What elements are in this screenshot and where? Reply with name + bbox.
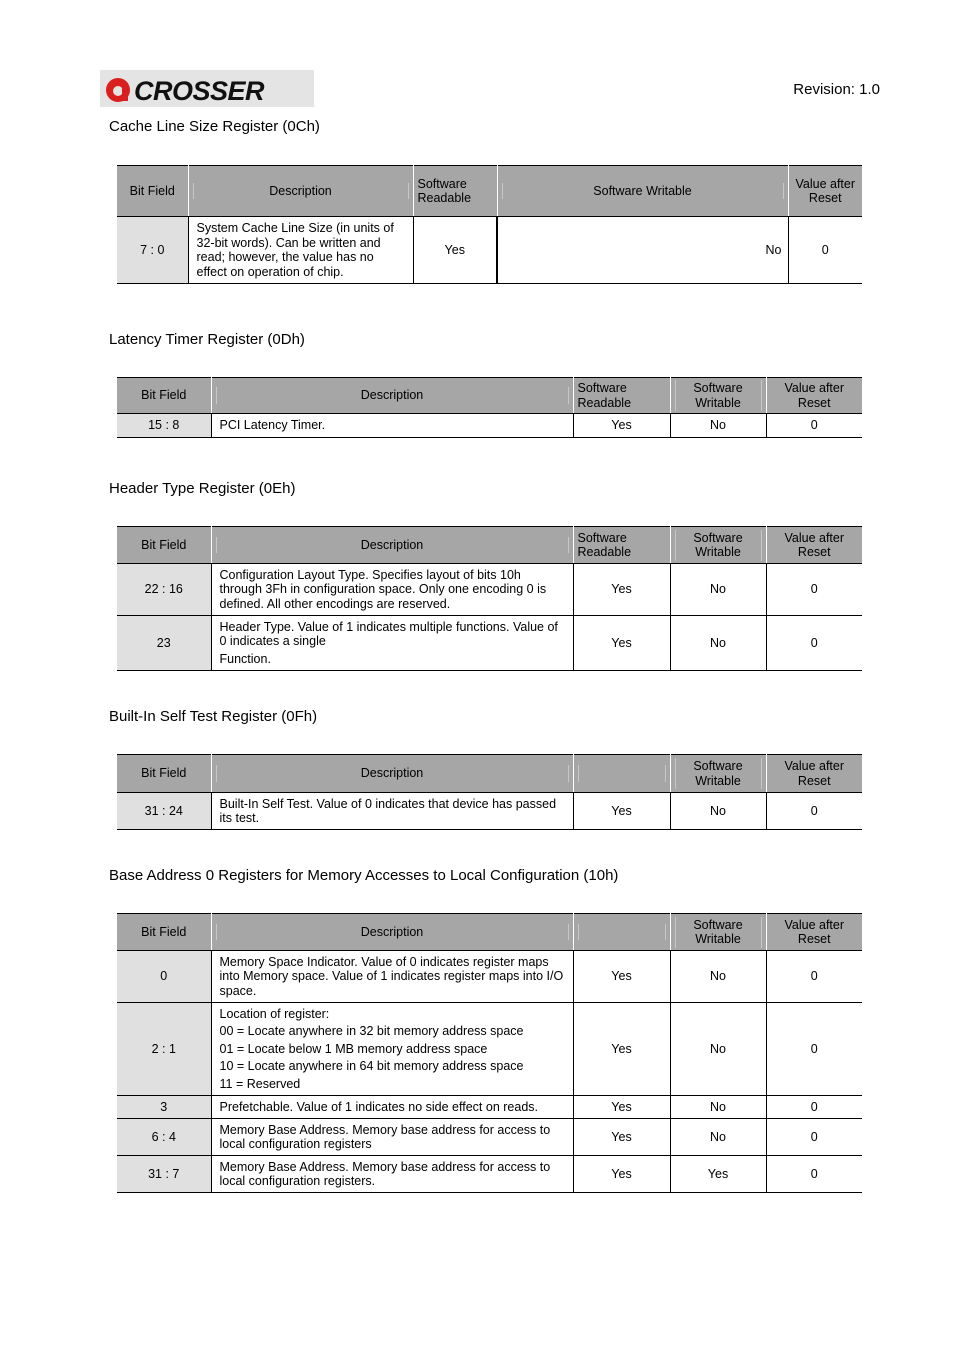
readable-cell: Yes bbox=[573, 564, 670, 616]
description-cell bbox=[211, 1003, 573, 1096]
readable-cell: Yes bbox=[573, 1003, 670, 1096]
header-software-writable: Software Writable bbox=[670, 378, 766, 414]
description-cell: Memory Base Address. Memory base address for access to local configuration registers. bbox=[211, 1156, 573, 1193]
reset-value-cell: 0 bbox=[766, 414, 862, 438]
latency-timer-table bbox=[117, 377, 862, 438]
header-software-writable: Software Writable bbox=[670, 755, 766, 793]
description-cell: Memory Space Indicator. Value of 0 indicates register maps into Memory space. Value of 1 indicates register maps into I/O space. bbox=[211, 951, 573, 1003]
reset-value-cell: 0 bbox=[766, 1156, 862, 1193]
header-description: Description bbox=[188, 166, 413, 217]
header-description: Description bbox=[211, 378, 573, 414]
table-header-row bbox=[117, 378, 862, 414]
writable-cell: No bbox=[670, 564, 766, 616]
description-cell: Built-In Self Test. Value of 0 indicates that device has passed its test. bbox=[211, 793, 573, 830]
description-line: 10 = Locate anywhere in 64 bit memory address space bbox=[219, 1059, 524, 1074]
header-bit-field: Bit Field bbox=[117, 378, 211, 414]
bit-field-cell: 31 : 24 bbox=[117, 793, 211, 830]
header-bit-field: Bit Field bbox=[117, 755, 211, 793]
header-value-after-reset: Value after Reset bbox=[766, 755, 862, 793]
writable-cell: No bbox=[670, 414, 766, 438]
header-value-after-reset: Value after Reset bbox=[766, 378, 862, 414]
readable-cell: Yes bbox=[573, 414, 670, 438]
table-row bbox=[117, 951, 862, 1003]
header-software-readable bbox=[573, 755, 670, 793]
readable-cell: Yes bbox=[573, 1096, 670, 1119]
header-description: Description bbox=[211, 914, 573, 951]
bit-field-cell: 0 bbox=[117, 951, 211, 1003]
description-line: Function. bbox=[219, 651, 271, 666]
section-title-header-type: Header Type Register (0Eh) bbox=[109, 480, 296, 497]
header-value-after-reset: Value after Reset bbox=[766, 527, 862, 564]
section-title-latency-timer: Latency Timer Register (0Dh) bbox=[109, 331, 305, 348]
reset-value-cell: 0 bbox=[788, 217, 862, 284]
writable-cell: No bbox=[670, 1003, 766, 1096]
table-header-row bbox=[117, 755, 862, 793]
description-cell: Configuration Layout Type. Specifies layout of bits 10h through 3Fh in configuration space. Only one encoding 0 is defined. All other encodings are reserved. bbox=[211, 564, 573, 616]
table-row bbox=[117, 616, 862, 671]
readable-cell: Yes bbox=[573, 793, 670, 830]
section-title-bist: Built-In Self Test Register (0Fh) bbox=[109, 708, 318, 725]
writable-cell: No bbox=[670, 1119, 766, 1156]
cache-line-size-table bbox=[117, 165, 862, 284]
description-line: Location of register: bbox=[219, 1006, 330, 1021]
header-type-table bbox=[117, 526, 862, 671]
readable-cell: Yes bbox=[573, 616, 670, 671]
section-title-base-address-0: Base Address 0 Registers for Memory Accesses to Local Configuration (10h) bbox=[109, 867, 619, 884]
section-title-cache-line-size: Cache Line Size Register (0Ch) bbox=[109, 118, 320, 135]
description-line: 00 = Locate anywhere in 32 bit memory address space bbox=[219, 1024, 524, 1039]
table-row bbox=[117, 793, 862, 830]
reset-value-cell: 0 bbox=[766, 1119, 862, 1156]
reset-value-cell: 0 bbox=[766, 564, 862, 616]
bit-field-cell: 6 : 4 bbox=[117, 1119, 211, 1156]
header-description: Description bbox=[211, 527, 573, 564]
readable-cell: Yes bbox=[573, 951, 670, 1003]
acrosser-logo bbox=[100, 70, 314, 107]
header-bit-field: Bit Field bbox=[117, 527, 211, 564]
table-row bbox=[117, 1003, 862, 1096]
revision-label: Revision: 1.0 bbox=[793, 81, 880, 98]
description-cell: PCI Latency Timer. bbox=[211, 414, 573, 438]
header-value-after-reset: Value after Reset bbox=[766, 914, 862, 951]
description-cell: Memory Base Address. Memory base address for access to local configuration registers bbox=[211, 1119, 573, 1156]
table-row bbox=[117, 217, 862, 284]
readable-cell: Yes bbox=[573, 1156, 670, 1193]
description-line: Header Type. Value of 1 indicates multiple functions. Value of 0 indicates a single bbox=[219, 619, 558, 649]
header-software-writable: Software Writable bbox=[670, 527, 766, 564]
description-cell bbox=[211, 616, 573, 671]
bit-field-cell: 3 bbox=[117, 1096, 211, 1119]
description-cell: System Cache Line Size (in units of 32-bit words). Can be written and read; however, the value has no effect on operation of chip. bbox=[188, 217, 413, 284]
header-bit-field: Bit Field bbox=[117, 166, 188, 217]
description-line: 11 = Reserved bbox=[219, 1076, 301, 1091]
header-software-readable: Software Readable bbox=[573, 527, 670, 564]
table-row bbox=[117, 1096, 862, 1119]
bit-field-cell: 15 : 8 bbox=[117, 414, 211, 438]
base-address-0-table bbox=[117, 913, 862, 1193]
header-description: Description bbox=[211, 755, 573, 793]
bit-field-cell: 31 : 7 bbox=[117, 1156, 211, 1193]
table-header-row bbox=[117, 527, 862, 564]
writable-cell: No bbox=[670, 1096, 766, 1119]
writable-cell: No bbox=[670, 793, 766, 830]
logo-wordmark: CROSSER bbox=[134, 76, 265, 106]
table-row bbox=[117, 1119, 862, 1156]
description-cell: Prefetchable. Value of 1 indicates no side effect on reads. bbox=[211, 1096, 573, 1119]
bit-field-cell: 23 bbox=[117, 616, 211, 671]
writable-cell: No bbox=[670, 951, 766, 1003]
header-value-after-reset: Value after Reset bbox=[788, 166, 862, 217]
table-row bbox=[117, 564, 862, 616]
reset-value-cell: 0 bbox=[766, 1096, 862, 1119]
reset-value-cell: 0 bbox=[766, 1003, 862, 1096]
table-row bbox=[117, 1156, 862, 1193]
bit-field-cell: 22 : 16 bbox=[117, 564, 211, 616]
header-software-writable: Software Writable bbox=[497, 166, 788, 217]
reset-value-cell: 0 bbox=[766, 793, 862, 830]
bit-field-cell: 7 : 0 bbox=[117, 217, 188, 284]
header-software-writable: Software Writable bbox=[670, 914, 766, 951]
writable-cell: No bbox=[497, 217, 788, 284]
header-software-readable bbox=[573, 914, 670, 951]
bit-field-cell: 2 : 1 bbox=[117, 1003, 211, 1096]
reset-value-cell: 0 bbox=[766, 951, 862, 1003]
bist-table bbox=[117, 754, 862, 830]
table-header-row bbox=[117, 166, 862, 217]
header-software-readable: Software Readable bbox=[573, 378, 670, 414]
readable-cell: Yes bbox=[573, 1119, 670, 1156]
table-row bbox=[117, 414, 862, 438]
readable-cell: Yes bbox=[413, 217, 497, 284]
reset-value-cell: 0 bbox=[766, 616, 862, 671]
description-line: 01 = Locate below 1 MB memory address space bbox=[219, 1041, 488, 1056]
header-bit-field: Bit Field bbox=[117, 914, 211, 951]
writable-cell: Yes bbox=[670, 1156, 766, 1193]
table-header-row bbox=[117, 914, 862, 951]
writable-cell: No bbox=[670, 616, 766, 671]
header-software-readable: Software Readable bbox=[413, 166, 497, 217]
